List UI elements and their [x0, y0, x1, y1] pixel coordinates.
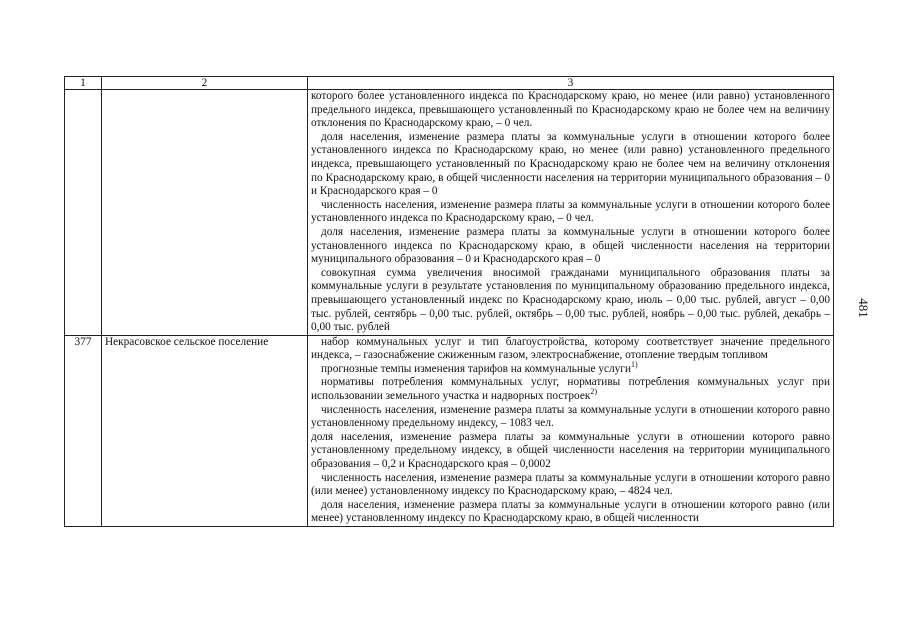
- indicators-cell: [308, 335, 834, 526]
- header-col-1: 1: [65, 77, 102, 90]
- indicator-paragraph: численность населения, изменение размера платы за коммунальные услуги в отношении которого более установленного индекса по Краснодарскому краю, – 0 чел.: [311, 198, 830, 225]
- indicator-paragraph: которого более установленного индекса по Краснодарскому краю, но менее (или равно) установленного предельного индекса, превышающего установленный по Краснодарскому краю не более чем на величину отклонения по Краснодарскому краю, – 0 чел.: [311, 90, 830, 130]
- indicator-paragraph: численность населения, изменение размера платы за коммунальные услуги в отношении которого равно установленному предельному индексу, – 1083 чел.: [311, 403, 830, 430]
- header-col-3: 3: [308, 77, 834, 90]
- indicator-paragraph: доля населения, изменение размера платы за коммунальные услуги в отношении которого более установленного индекса по Краснодарскому краю, в общей численности населения на территории муниципального образования – 0 и Краснодарского края – 0: [311, 225, 830, 266]
- indicator-paragraph: [311, 360, 830, 377]
- indicator-text: прогнозные темпы изменения тарифов на коммунальные услуги: [321, 362, 631, 375]
- indicator-paragraph: набор коммунальных услуг и тип благоустройства, которому соответствует значение предельного индекса, – газоснабжение сжиженным газом, электроснабжение, отопление твердым топливом: [311, 335, 830, 362]
- indicator-paragraph: совокупная сумма увеличения вносимой гражданами муниципального образования платы за коммунальные услуги в результате установления по муниципальному образованию предельного индекса, превышающего установленный индекс по Краснодарскому краю, июль – 0,00 тыс. рублей, август – 0,00 тыс. рублей, сентябрь – 0,00 тыс. рублей, октябрь – 0,00 тыс. рублей, ноябрь – 0,00 тыс. рублей, декабрь – 0,00 тыс. рублей: [311, 266, 830, 334]
- header-col-2: 2: [102, 77, 308, 90]
- table-row: [65, 90, 834, 336]
- page-number: 481: [855, 298, 871, 318]
- municipality-name-cell: Некрасовское сельское поселение: [102, 335, 308, 526]
- table-row: [65, 335, 834, 526]
- row-number-cell: [65, 90, 102, 336]
- indicator-paragraph: доля населения, изменение размера платы за коммунальные услуги в отношении которого равно (или менее) установленному индексу по Краснодарскому краю, в общей численности: [311, 498, 830, 525]
- footnote-marker: 1): [631, 360, 638, 370]
- footnote-marker: 2): [590, 387, 598, 397]
- indicators-cell: [308, 90, 834, 336]
- indicator-paragraph: доля населения, изменение размера платы за коммунальные услуги в отношении которого более установленного индекса по Краснодарскому краю, но менее (или равно) установленного предельного индекса, превышающего установленный по Краснодарскому краю не более чем на величину отклонения по Краснодарскому краю, в общей численности населения на территории муниципального образования – 0 и Краснодарского края – 0: [311, 130, 830, 198]
- indicator-paragraph: численность населения, изменение размера платы за коммунальные услуги в отношении которого равно (или менее) установленному индексу по Краснодарскому краю, – 4824 чел.: [311, 471, 830, 498]
- indicator-text: нормативы потребления коммунальных услуг, нормативы потребления коммунальных услуг при использовании земельного участка и надворных построек: [311, 376, 830, 403]
- municipality-name-cell: [102, 90, 308, 336]
- row-number-cell: 377: [65, 335, 102, 526]
- table-header-row: [65, 77, 834, 90]
- municipal-index-table: [64, 76, 834, 527]
- indicator-paragraph: доля населения, изменение размера платы за коммунальные услуги в отношении которого равно установленному предельному индексу, в общей численности населения на территории муниципального образования – 0,2 и Краснодарского края – 0,0002: [311, 430, 830, 471]
- indicator-paragraph: [311, 376, 830, 403]
